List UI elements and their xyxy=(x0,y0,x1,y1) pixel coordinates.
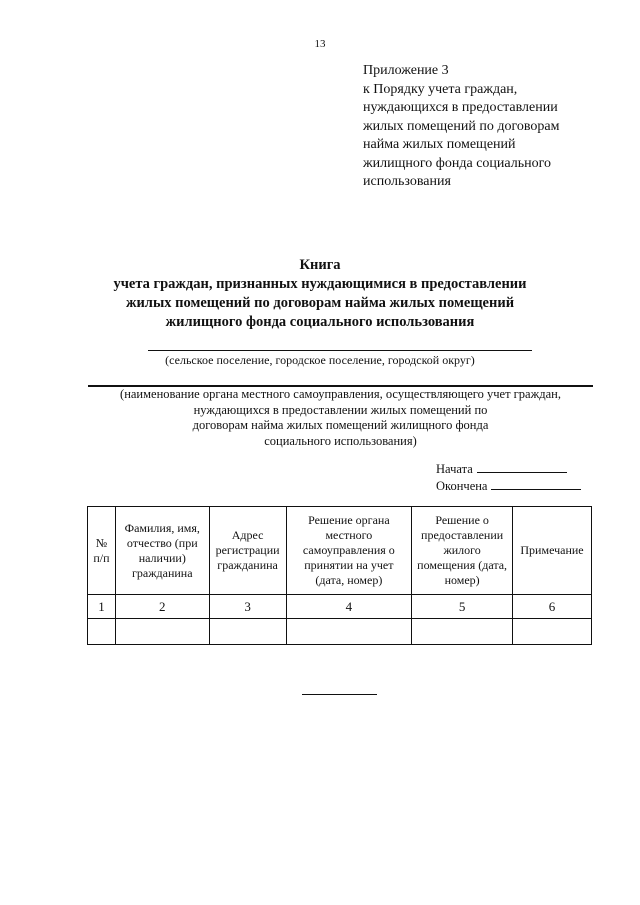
register-table xyxy=(87,506,592,645)
empty-cell[interactable] xyxy=(286,619,412,645)
appendix-line: нуждающихся в предоставлении xyxy=(363,100,558,115)
appendix-line: жилых помещений по договорам xyxy=(363,118,560,134)
empty-cell[interactable] xyxy=(412,619,513,645)
appendix-header xyxy=(363,62,613,192)
appendix-line: Приложение 3 xyxy=(363,63,449,78)
empty-cell[interactable] xyxy=(513,619,592,645)
column-number: 1 xyxy=(88,595,116,619)
appendix-line: жилищного фонда социального xyxy=(363,155,552,171)
authority-caption-line: социального использования) xyxy=(264,433,417,448)
column-number: 2 xyxy=(115,595,209,619)
column-number-row xyxy=(88,595,592,619)
finished-label: Окончена xyxy=(436,479,488,493)
started-date-field[interactable] xyxy=(477,461,567,473)
title-line: учета граждан, признанных нуждающимися в предоставлении xyxy=(113,276,527,292)
column-number: 3 xyxy=(209,595,286,619)
book-dates xyxy=(436,461,581,495)
authority-caption-line: (наименование органа местного самоуправления, осуществляющего учет граждан, xyxy=(120,387,561,401)
authority-caption-line: нуждающихся в предоставлении жилых помещений по xyxy=(193,402,488,417)
title-line: Книга xyxy=(299,257,341,273)
title-line: жилых помещений по договорам найма жилых помещений xyxy=(125,295,515,311)
empty-cell[interactable] xyxy=(88,619,116,645)
column-number: 5 xyxy=(412,595,513,619)
header-provision-decision: Решение о предоставлении жилого помещения (дата, номер) xyxy=(412,507,513,595)
started-row xyxy=(436,461,581,478)
header-full-name: Фамилия, имя, отчество (при наличии) гражданина xyxy=(115,507,209,595)
appendix-line: использования xyxy=(363,174,451,189)
header-address: Адрес регистрации гражданина xyxy=(209,507,286,595)
header-note: Примечание xyxy=(513,507,592,595)
header-registration-decision: Решение органа местного самоуправления о принятии на учет (дата, номер) xyxy=(286,507,412,595)
title-line: жилищного фонда социального использования xyxy=(165,314,475,330)
authority-caption-line: договорам найма жилых помещений жилищного фонда xyxy=(192,418,489,432)
settlement-caption: (сельское поселение, городское поселение, городской округ) xyxy=(165,353,475,367)
column-number: 6 xyxy=(513,595,592,619)
appendix-line: к Порядку учета граждан, xyxy=(363,81,518,97)
header-number: № п/п xyxy=(88,507,116,595)
settlement-fill-line xyxy=(148,350,532,351)
empty-cell[interactable] xyxy=(209,619,286,645)
started-label: Начата xyxy=(436,462,473,476)
table-row xyxy=(88,619,592,645)
end-divider xyxy=(302,694,377,695)
page-number: 13 xyxy=(314,38,326,50)
empty-cell[interactable] xyxy=(115,619,209,645)
document-title xyxy=(0,256,640,332)
finished-row xyxy=(436,478,581,495)
appendix-line: найма жилых помещений xyxy=(363,137,516,152)
authority-caption xyxy=(88,387,593,449)
table-header-row xyxy=(88,507,592,595)
column-number: 4 xyxy=(286,595,412,619)
finished-date-field[interactable] xyxy=(491,478,581,490)
